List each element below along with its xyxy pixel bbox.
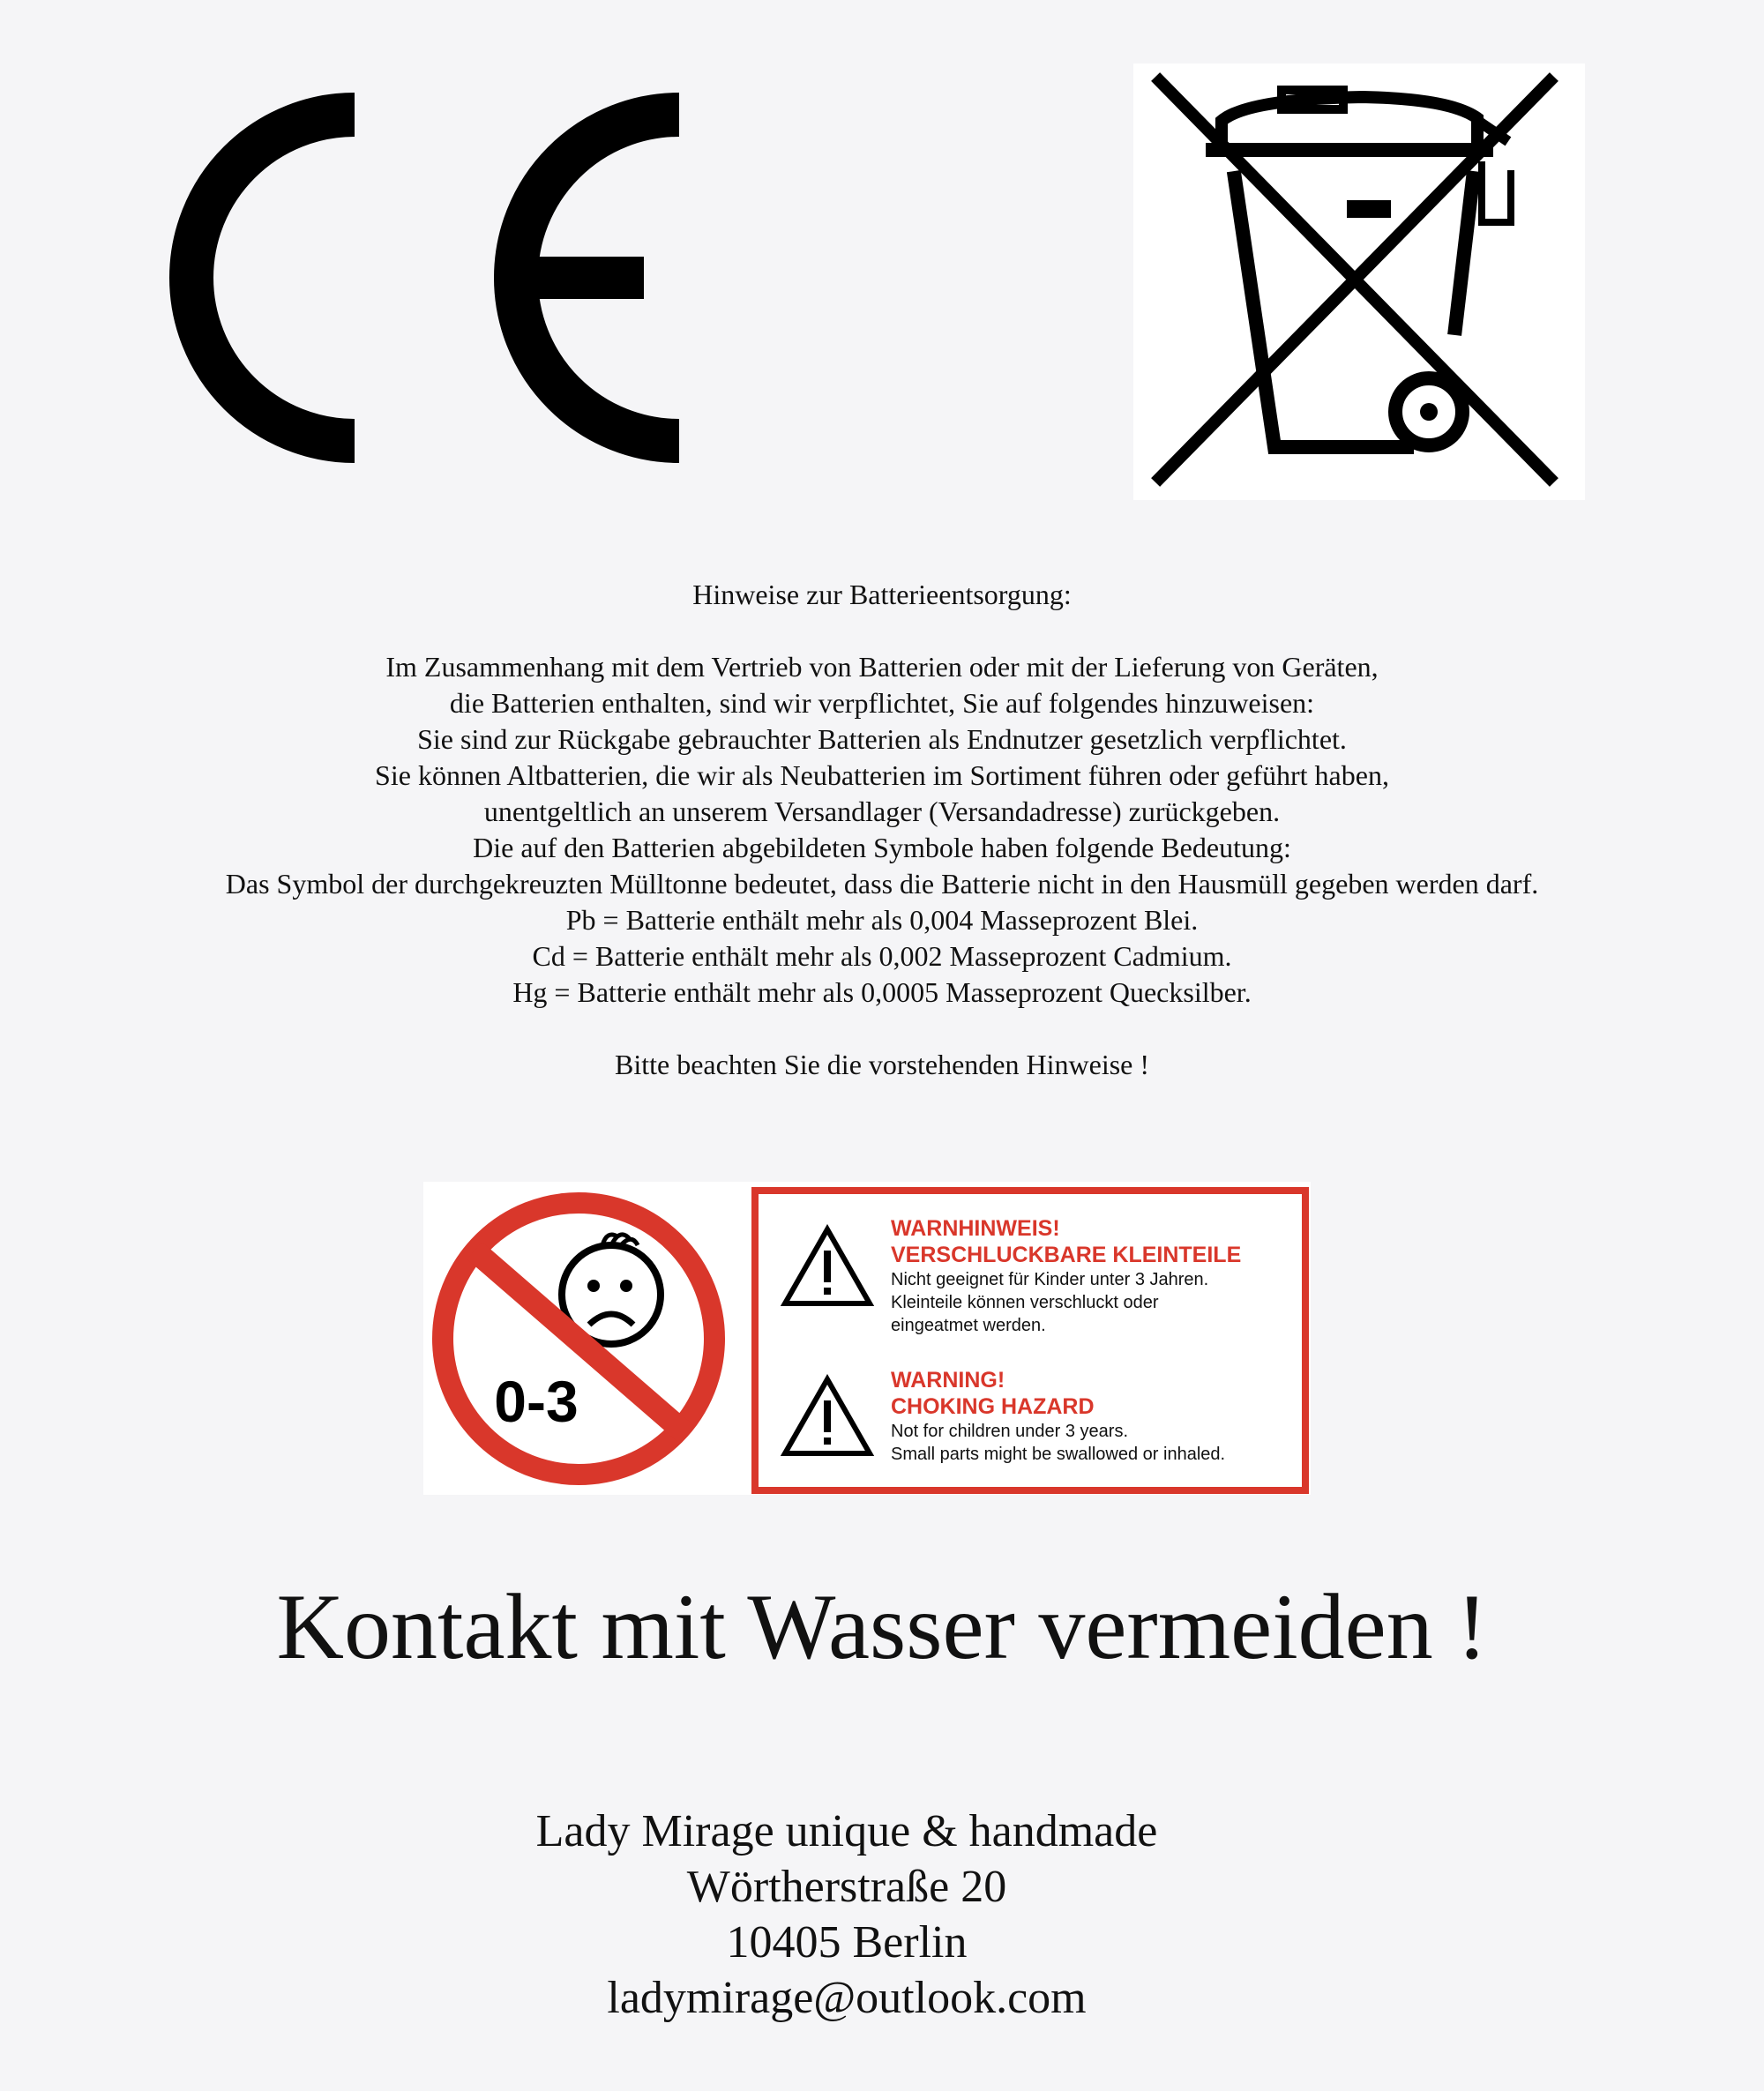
age-label: 0-3 xyxy=(494,1369,579,1434)
notice-line: Das Symbol der durchgekreuzten Mülltonne bedeutet, dass die Batterie nicht in den Hausmüll gegeben werden darf. xyxy=(225,868,1539,900)
notice-line: Cd = Batterie enthält mehr als 0,002 Masseprozent Cadmium. xyxy=(532,940,1232,972)
warning-text-de: Kleinteile können verschluckt oder xyxy=(891,1293,1159,1312)
weee-symbol xyxy=(1133,63,1585,500)
warning-text-de: Nicht geeignet für Kinder unter 3 Jahren. xyxy=(891,1270,1209,1289)
notice-heading: Hinweise zur Batterieentsorgung: xyxy=(692,579,1072,610)
notice-line: unentgeltlich an unserem Versandlager (Versandadresse) zurückgeben. xyxy=(483,795,1281,827)
warning-english xyxy=(891,1367,1225,1466)
notice-line: Hg = Batterie enthält mehr als 0,0005 Masseprozent Quecksilber. xyxy=(512,976,1252,1008)
warning-text-en: Small parts might be swallowed or inhaled. xyxy=(891,1445,1226,1464)
warning-triangle-icon xyxy=(780,1374,875,1459)
notice-line: Sie sind zur Rückgabe gebrauchter Batterien als Endnutzer gesetzlich verpflichtet. xyxy=(417,723,1347,755)
warning-subtitle-en: CHOKING HAZARD xyxy=(891,1394,1095,1419)
notice-line: Sie können Altbatterien, die wir als Neubatterien im Sortiment führen oder geführt haben, xyxy=(375,759,1389,791)
notice-line: die Batterien enthalten, sind wir verpflichtet, Sie auf folgendes hinzuweisen: xyxy=(449,687,1315,719)
notice-line: Die auf den Batterien abgebildeten Symbole haben folgende Bedeutung: xyxy=(473,832,1291,863)
warning-text-de: eingeatmet werden. xyxy=(891,1316,1046,1335)
street-address: Wörtherstraße 20 xyxy=(686,1862,1007,1912)
notice-line: Pb = Batterie enthält mehr als 0,004 Masseprozent Blei. xyxy=(565,904,1199,936)
no-children-under-3-icon xyxy=(430,1191,727,1487)
email-address: ladymirage@outlook.com xyxy=(607,1973,1087,2023)
choking-hazard-warning xyxy=(423,1182,1311,1495)
notice-closing: Bitte beachten Sie die vorstehenden Hinweise ! xyxy=(614,1049,1150,1080)
warning-subtitle-de: VERSCHLUCKBARE KLEINTEILE xyxy=(891,1243,1242,1267)
crossed-out-wheelie-bin-icon xyxy=(1133,63,1585,500)
warning-label-box xyxy=(751,1187,1309,1494)
warning-title-en: WARNING! xyxy=(891,1368,1005,1393)
city: 10405 Berlin xyxy=(726,1917,968,1968)
warning-german xyxy=(891,1215,1241,1337)
warning-text-en: Not for children under 3 years. xyxy=(891,1422,1129,1441)
battery-disposal-notice xyxy=(71,577,1693,1083)
notice-line: Im Zusammenhang mit dem Vertrieb von Batterien oder mit der Lieferung von Geräten, xyxy=(385,651,1379,683)
warning-title-de: WARNHINWEIS! xyxy=(891,1216,1060,1241)
warning-triangle-icon xyxy=(780,1224,875,1309)
contact-address xyxy=(0,1803,1693,2026)
water-warning-headline: Kontakt mit Wasser vermeiden ! xyxy=(276,1575,1488,1678)
company-name: Lady Mirage unique & handmade xyxy=(535,1806,1158,1856)
ce-mark-icon xyxy=(132,79,697,476)
